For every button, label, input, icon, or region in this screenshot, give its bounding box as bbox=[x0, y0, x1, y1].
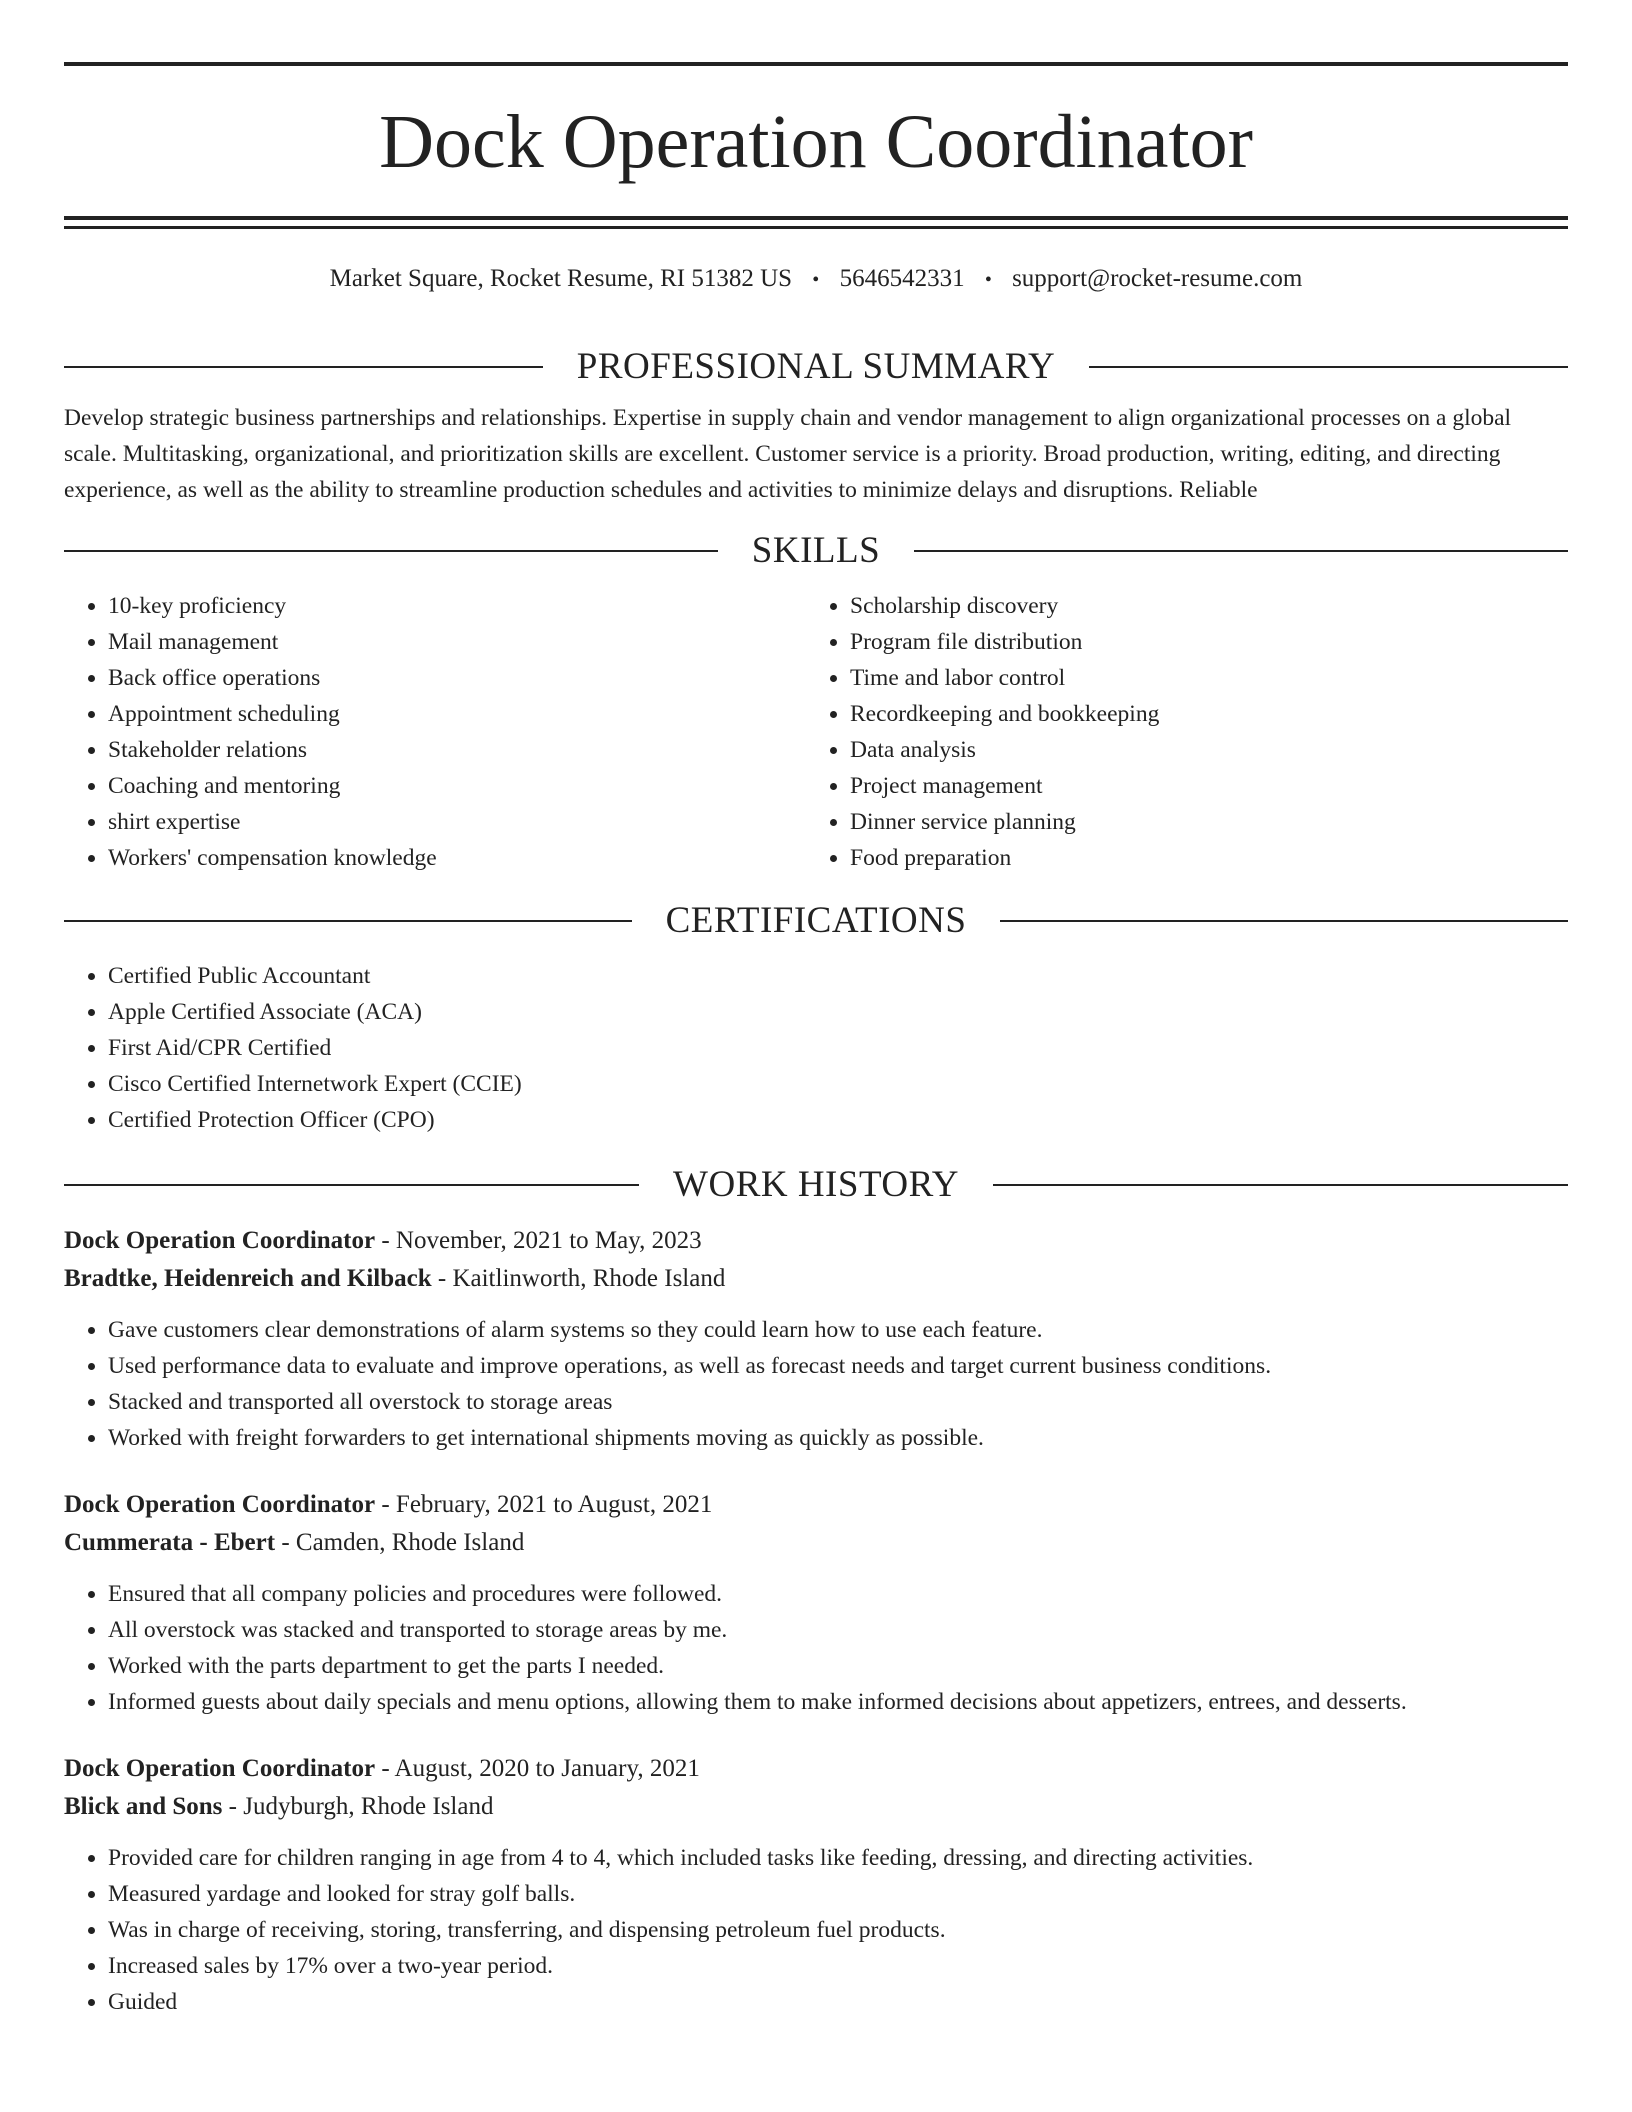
skill-item: • Data analysis bbox=[850, 732, 1548, 768]
job-location: - Judyburgh, Rhode Island bbox=[222, 1793, 494, 1820]
job-location: - Camden, Rhode Island bbox=[275, 1529, 525, 1556]
section-rule bbox=[993, 1184, 1568, 1186]
job-title-line bbox=[64, 1222, 1568, 1260]
summary-section-header bbox=[64, 344, 1568, 390]
job-bullet: • Worked with the parts department to get the parts I needed. bbox=[108, 1648, 1568, 1684]
work-heading: WORK HISTORY bbox=[673, 1164, 959, 1205]
title-rule-lower bbox=[64, 226, 1568, 229]
skills-section-header bbox=[64, 528, 1568, 574]
job-bullet: • Guided bbox=[108, 1984, 1568, 2020]
skill-item: • Time and labor control bbox=[850, 660, 1548, 696]
skill-item: • Scholarship discovery bbox=[850, 588, 1548, 624]
contact-address: Market Square, Rocket Resume, RI 51382 US bbox=[329, 265, 793, 292]
certification-item: • Apple Certified Associate (ACA) bbox=[108, 994, 1568, 1030]
certification-item: • Cisco Certified Internetwork Expert (CCIE) bbox=[108, 1066, 1568, 1102]
job-title-line bbox=[64, 1750, 1568, 1788]
job-company-line bbox=[64, 1524, 1568, 1562]
skills-grid bbox=[64, 588, 1568, 876]
work-section-header bbox=[64, 1162, 1568, 1208]
certification-item: • First Aid/CPR Certified bbox=[108, 1030, 1568, 1066]
job-bullet: • Worked with freight forwarders to get international shipments moving as quickly as possible. bbox=[108, 1420, 1568, 1456]
summary-heading: PROFESSIONAL SUMMARY bbox=[576, 346, 1056, 387]
job-title: Dock Operation Coordinator bbox=[64, 1755, 376, 1782]
job-company: Cummerata - Ebert bbox=[64, 1529, 276, 1556]
job-bullets bbox=[64, 1312, 1568, 1456]
contact-separator: • bbox=[812, 269, 820, 291]
certification-item: • Certified Public Accountant bbox=[108, 958, 1568, 994]
skill-item: • Program file distribution bbox=[850, 624, 1548, 660]
skills-list-left bbox=[64, 588, 806, 876]
skill-item: • Mail management bbox=[108, 624, 806, 660]
job-bullet: • Measured yardage and looked for stray golf balls. bbox=[108, 1876, 1568, 1912]
skills-list-right bbox=[806, 588, 1548, 876]
job-bullet: • Was in charge of receiving, storing, transferring, and dispensing petroleum fuel products. bbox=[108, 1912, 1568, 1948]
job-entry bbox=[64, 1222, 1568, 1456]
certifications-heading: CERTIFICATIONS bbox=[665, 900, 967, 941]
job-company-line bbox=[64, 1260, 1568, 1298]
contact-email[interactable]: support@rocket-resume.com bbox=[1012, 265, 1303, 292]
job-dates: - February, 2021 to August, 2021 bbox=[375, 1491, 713, 1518]
job-location: - Kaitlinworth, Rhode Island bbox=[431, 1265, 726, 1292]
job-title: Dock Operation Coordinator bbox=[64, 1491, 376, 1518]
skill-item: • Stakeholder relations bbox=[108, 732, 806, 768]
job-bullets bbox=[64, 1840, 1568, 2020]
contact-separator: • bbox=[984, 269, 992, 291]
job-bullet: • Increased sales by 17% over a two-year period. bbox=[108, 1948, 1568, 1984]
section-rule bbox=[1089, 366, 1568, 368]
resume-page bbox=[64, 62, 1568, 2020]
job-bullet: • Gave customers clear demonstrations of alarm systems so they could learn how to use each feature. bbox=[108, 1312, 1568, 1348]
job-entry bbox=[64, 1486, 1568, 1720]
job-company: Bradtke, Heidenreich and Kilback bbox=[64, 1265, 432, 1292]
summary-text: Develop strategic business partnerships and relationships. Expertise in supply chain and vendor management to align organizational processes on a global scale. Multitasking, organizational, and prioritization skills are excellent. Customer service is a priority. Broad production, writing, editing, and directing experience, as well as the ability to streamline production schedules and activities to minimize delays and disruptions. Reliable bbox=[64, 405, 1512, 503]
job-title: Dock Operation Coordinator bbox=[64, 1227, 376, 1254]
skills-heading: SKILLS bbox=[751, 530, 881, 571]
job-bullet: • Provided care for children ranging in age from 4 to 4, which included tasks like feeding, dressing, and directing activities. bbox=[108, 1840, 1568, 1876]
job-bullets bbox=[64, 1576, 1568, 1720]
skill-item: • Dinner service planning bbox=[850, 804, 1548, 840]
job-bullet: • All overstock was stacked and transported to storage areas by me. bbox=[108, 1612, 1568, 1648]
section-rule bbox=[914, 550, 1568, 552]
job-bullet: • Used performance data to evaluate and improve operations, as well as forecast needs and target current business conditions. bbox=[108, 1348, 1568, 1384]
skill-item: • 10-key proficiency bbox=[108, 588, 806, 624]
section-rule bbox=[64, 366, 543, 368]
section-rule bbox=[64, 1184, 639, 1186]
skill-item: • Food preparation bbox=[850, 840, 1548, 876]
skill-item: • Appointment scheduling bbox=[108, 696, 806, 732]
top-rule bbox=[64, 62, 1568, 66]
section-rule bbox=[1000, 920, 1568, 922]
job-title-line bbox=[64, 1486, 1568, 1524]
contact-phone[interactable]: 5646542331 bbox=[839, 265, 965, 292]
certifications-list bbox=[64, 958, 1568, 1138]
job-dates: - November, 2021 to May, 2023 bbox=[375, 1227, 702, 1254]
job-dates: - August, 2020 to January, 2021 bbox=[375, 1755, 700, 1782]
job-company: Blick and Sons bbox=[64, 1793, 223, 1820]
skill-item: • shirt expertise bbox=[108, 804, 806, 840]
skill-item: • Recordkeeping and bookkeeping bbox=[850, 696, 1548, 732]
contact-line bbox=[64, 263, 1568, 296]
section-rule bbox=[64, 920, 632, 922]
skill-item: • Project management bbox=[850, 768, 1548, 804]
job-bullet: • Stacked and transported all overstock to storage areas bbox=[108, 1384, 1568, 1420]
job-bullet: • Informed guests about daily specials and menu options, allowing them to make informed decisions about appetizers, entrees, and desserts. bbox=[108, 1684, 1568, 1720]
skill-item: • Back office operations bbox=[108, 660, 806, 696]
resume-title: Dock Operation Coordinator bbox=[379, 100, 1253, 184]
skill-item: • Workers' compensation knowledge bbox=[108, 840, 806, 876]
certification-item: • Certified Protection Officer (CPO) bbox=[108, 1102, 1568, 1138]
section-rule bbox=[64, 550, 718, 552]
job-company-line bbox=[64, 1788, 1568, 1826]
job-entry bbox=[64, 1750, 1568, 2020]
title-rule-upper bbox=[64, 216, 1568, 220]
certifications-section-header bbox=[64, 898, 1568, 944]
job-bullet: • Ensured that all company policies and procedures were followed. bbox=[108, 1576, 1568, 1612]
skill-item: • Coaching and mentoring bbox=[108, 768, 806, 804]
